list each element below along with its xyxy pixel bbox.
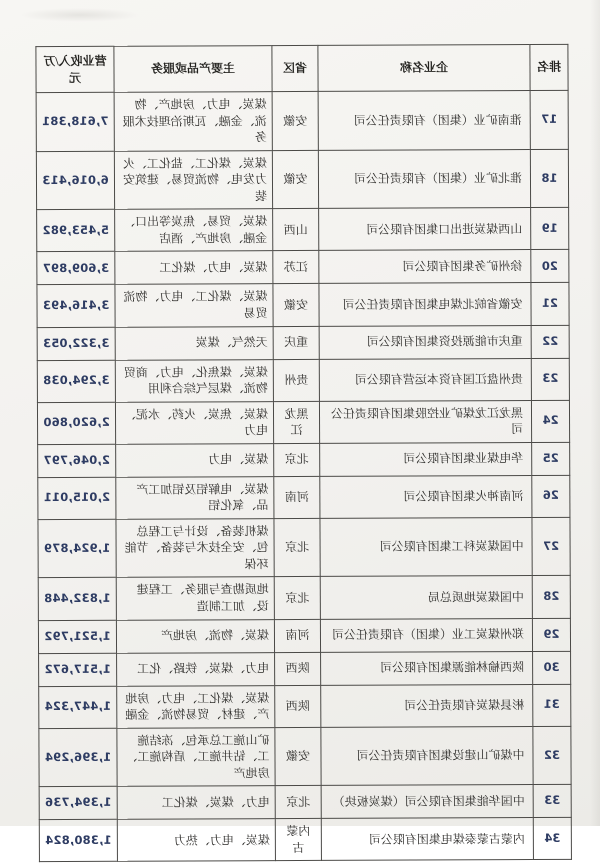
- table-row: [39, 785, 571, 820]
- company-cell: 内蒙古蒙泰煤电集团有限公司: [321, 818, 533, 861]
- province-cell: 贵州: [273, 359, 319, 401]
- company-cell: 陕西榆林能源集团有限公司: [321, 651, 533, 685]
- province-cell: 江苏: [273, 251, 319, 284]
- products-cell: 煤炭、电力、房地产、物流、金融、瓦斯治理技术服务: [114, 92, 272, 151]
- revenue-cell: 1,396,294: [39, 728, 117, 787]
- province-cell: 北京: [274, 518, 320, 577]
- rank-cell: 23: [531, 358, 569, 400]
- province-cell: 安徽: [272, 92, 318, 151]
- table-row: [39, 818, 571, 862]
- products-cell: 煤炭、电解铝及铝加工产品、氧化铝: [116, 476, 274, 519]
- products-cell: 矿山施工总承包、冻结施工、钻井施工、盾构施工、房地产: [117, 727, 275, 786]
- table-row: [38, 618, 570, 653]
- revenue-cell: 3,322,053: [37, 327, 115, 360]
- rank-cell: 30: [533, 651, 571, 684]
- table-row: [37, 325, 569, 360]
- revenue-cell: 1,521,792: [38, 620, 116, 653]
- province-cell: 北京: [275, 786, 321, 819]
- products-cell: 煤炭、煤化工、电力、房地产、建材、贸易物流、金融: [117, 685, 275, 728]
- table-row: [37, 400, 569, 444]
- province-cell: 北京: [274, 577, 320, 619]
- products-cell: 煤炭、焦炭、火药、水泥、电力: [115, 401, 273, 444]
- products-cell: 煤炭、煤焦化、电力、商贸物流、煤层气综合利用: [115, 359, 273, 402]
- column-header-products: 主要产品或服务: [114, 46, 272, 93]
- revenue-cell: 1,832,448: [38, 578, 116, 620]
- rank-cell: 24: [531, 400, 569, 442]
- column-header-revenue: 营业收入/万元: [36, 46, 114, 92]
- table-row: [39, 651, 571, 686]
- province-cell: 安徽: [275, 727, 321, 786]
- products-cell: 煤炭、电力、热力: [117, 819, 275, 862]
- revenue-cell: 1,517,672: [39, 653, 117, 686]
- table-row: [37, 283, 569, 327]
- revenue-cell: 1,380,824: [39, 820, 117, 862]
- province-cell: 内蒙古: [275, 819, 321, 861]
- province-cell: 安徽: [273, 284, 319, 326]
- table-row: [39, 726, 571, 787]
- company-cell: 安徽省皖北煤电集团有限责任公司: [319, 283, 531, 326]
- table-row: [37, 208, 569, 252]
- company-cell: 华电煤业集团有限公司: [320, 442, 532, 476]
- table-row: [38, 475, 570, 519]
- products-cell: 地质勘查与服务、工程建设、加工制造: [116, 577, 274, 620]
- rank-cell: 18: [530, 149, 568, 208]
- rank-cell: 33: [533, 785, 571, 818]
- company-cell: 郑州煤炭工业（集团）有限责任公司: [320, 618, 532, 652]
- products-cell: 煤炭、煤化工、盐化工、火力发电、物流贸易、建筑安装: [114, 150, 272, 209]
- rank-cell: 22: [531, 325, 569, 358]
- products-cell: 电力、煤炭、煤化工: [117, 786, 275, 820]
- company-cell: 中国华能集团有限公司（煤炭板块）: [321, 785, 533, 819]
- revenue-cell: 1,394,736: [39, 787, 117, 820]
- company-cell: 彬县煤炭有限责任公司: [321, 684, 533, 727]
- rank-cell: 32: [533, 726, 571, 785]
- company-cell: 贵州盘江国有资本运营有限公司: [319, 358, 531, 401]
- table-row: [36, 149, 568, 210]
- rank-cell: 27: [532, 517, 570, 576]
- province-cell: 安徽: [272, 150, 318, 209]
- rank-cell: 31: [533, 684, 571, 726]
- revenue-cell: 1,447,324: [39, 686, 117, 728]
- company-cell: 中国煤炭地质总局: [320, 576, 532, 619]
- column-header-province: 省区: [272, 45, 318, 91]
- products-cell: 煤炭、电力、煤化工: [115, 251, 273, 285]
- revenue-cell: 7,618,381: [36, 92, 114, 151]
- province-cell: 陕西: [275, 685, 321, 727]
- revenue-cell: 3,294,038: [37, 360, 115, 402]
- company-cell: 河南神火集团有限公司: [320, 475, 532, 518]
- table-row: [38, 442, 570, 477]
- rank-cell: 29: [532, 618, 570, 651]
- company-cell: 重庆市能源投资集团有限公司: [319, 325, 531, 359]
- province-cell: 河南: [274, 619, 320, 652]
- products-cell: 天然气、煤炭: [115, 326, 273, 360]
- table-row: [38, 517, 570, 578]
- province-cell: 重庆: [273, 326, 319, 359]
- company-cell: 山西煤炭进出口集团有限公司: [319, 208, 531, 251]
- province-cell: 北京: [274, 443, 320, 476]
- province-cell: 黑龙江: [273, 401, 319, 443]
- revenue-cell: 1,924,879: [38, 519, 116, 578]
- revenue-cell: 3,609,897: [37, 252, 115, 285]
- products-cell: 煤炭、电力: [116, 443, 274, 477]
- rank-cell: 26: [532, 475, 570, 517]
- header-row: [36, 44, 568, 92]
- rank-cell: 34: [533, 818, 571, 860]
- company-cell: 淮北矿业（集团）有限责任公司: [318, 149, 530, 209]
- rank-cell: 25: [532, 442, 570, 475]
- company-cell: 黑龙江龙煤矿业控股集团有限责任公司: [319, 400, 531, 443]
- table-body: [36, 90, 571, 862]
- revenue-cell: 6,016,413: [36, 151, 114, 210]
- rank-cell: 21: [531, 283, 569, 325]
- revenue-cell: 2,046,797: [38, 444, 116, 477]
- rank-cell: 20: [531, 250, 569, 283]
- column-header-rank: 排名: [530, 44, 568, 90]
- table-row: [39, 684, 571, 728]
- products-cell: 煤机装备、设计与工程总包、安全技术与装备、节能环保: [116, 518, 274, 577]
- table-row: [38, 576, 570, 620]
- products-cell: 煤炭、贸易、焦炭等出口、金融、房地产、酒店: [115, 209, 273, 252]
- coal-enterprise-ranking-table: [35, 44, 572, 863]
- company-cell: 中国煤炭科工集团有限公司: [320, 517, 532, 577]
- table-row: [37, 358, 569, 402]
- rank-cell: 17: [530, 90, 568, 149]
- revenue-cell: 3,416,493: [37, 285, 115, 327]
- rank-cell: 19: [531, 208, 569, 250]
- table-row: [37, 250, 569, 285]
- products-cell: 煤炭、物流、房地产: [116, 619, 274, 653]
- province-cell: 陕西: [275, 652, 321, 685]
- column-header-company: 企业名称: [318, 44, 530, 91]
- revenue-cell: 5,453,982: [37, 210, 115, 252]
- products-cell: 电力、煤炭、铁路、化工: [117, 652, 275, 686]
- table-row: [36, 90, 568, 151]
- revenue-cell: 2,620,860: [37, 402, 115, 444]
- company-cell: 中煤矿山建设集团有限责任公司: [321, 726, 533, 786]
- province-cell: 河南: [274, 476, 320, 518]
- products-cell: 煤炭、煤化工、电力、物流贸易: [115, 284, 273, 327]
- rank-cell: 28: [532, 576, 570, 618]
- company-cell: 淮南矿业（集团）有限责任公司: [318, 91, 530, 151]
- province-cell: 山西: [273, 209, 319, 251]
- company-cell: 徐州矿务集团有限公司: [319, 250, 531, 284]
- revenue-cell: 2,015,011: [38, 477, 116, 519]
